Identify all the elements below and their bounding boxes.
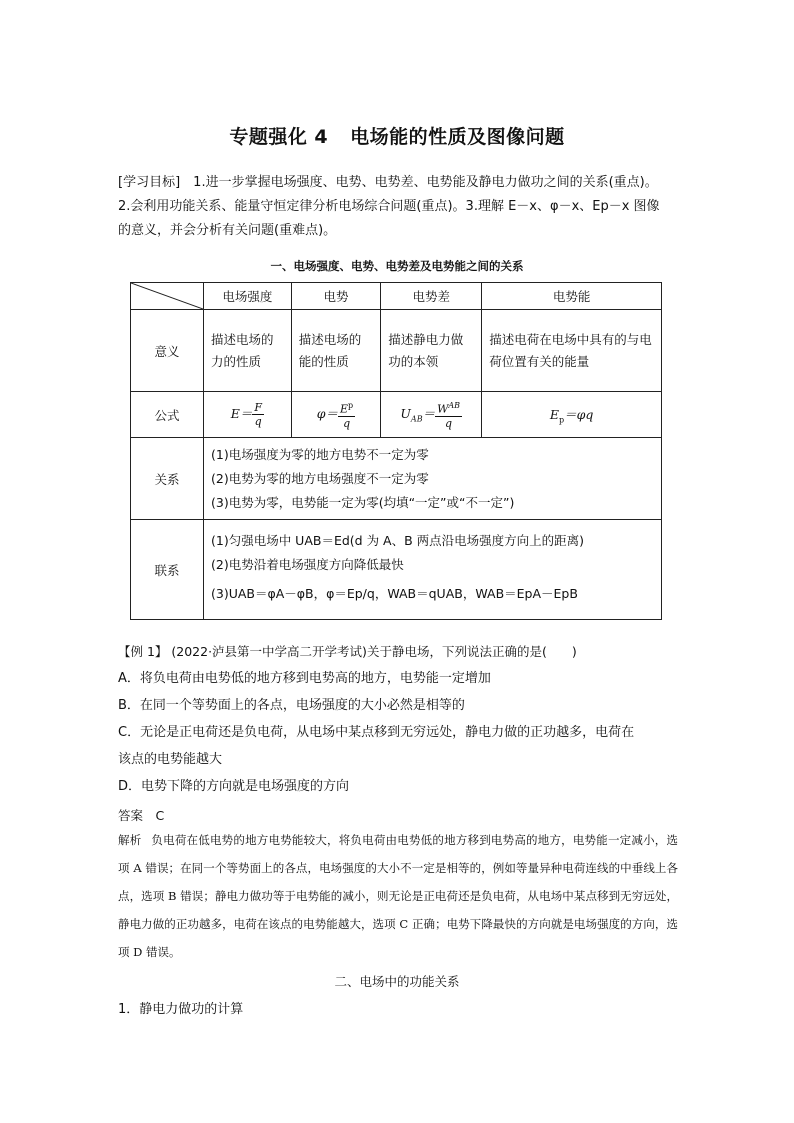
example-1	[118, 638, 678, 800]
relation-line-3: (3)电势为零，电势能一定为零(均填“一定”或“不一定”)	[211, 494, 515, 510]
section-heading-1: 一、电场强度、电势、电势差及电势能之间的关系	[270, 259, 524, 273]
section-heading-2: 二、电场中的功能关系	[334, 974, 460, 989]
relation-content	[204, 438, 662, 520]
header-potential-difference: 电势差	[381, 283, 482, 310]
title-topic-number: 专题强化 4	[229, 126, 329, 148]
option-d: D．电势下降的方向就是电场强度的方向	[118, 779, 350, 794]
formula-potential-difference: $U_{AB}=$ $\frac{W^{AB}}{q}$	[381, 392, 482, 438]
meaning-potential-difference: 描述静电力做功的本领	[381, 310, 482, 392]
example-question: 【例 1】 (2022·泸县第一中学高二开学考试)关于静电场，下列说法正确的是( )	[118, 644, 577, 659]
header-field-strength: 电场强度	[204, 283, 292, 310]
table-header-row	[131, 283, 662, 310]
relation-line-2: (2)电势为零的地方电场强度不一定为零	[211, 470, 429, 486]
connection-content	[204, 520, 662, 620]
meaning-label: 意义	[131, 310, 204, 392]
meaning-potential-energy: 描述电荷在电场中具有的与电荷位置有关的能量	[482, 310, 662, 392]
connection-label: 联系	[131, 520, 204, 620]
objectives-label: [学习目标]	[118, 175, 181, 190]
relation-line-1: (1)电场强度为零的地方电势不一定为零	[211, 446, 429, 462]
formula-row	[131, 392, 662, 438]
meaning-row	[131, 310, 662, 392]
objectives-line-2: 2.会利用功能关系、能量守恒定律分析电场综合问题(重点)。3.理解 E－x、φ－x、Ep－x 图像	[118, 199, 660, 214]
connection-line-1: (1)匀强电场中 UAB＝Ed(d 为 A、B 两点沿电场强度方向上的距离)	[211, 532, 585, 548]
page-title	[0, 122, 794, 149]
option-a: A．将负电荷由电势低的地方移到电势高的地方，电势能一定增加	[118, 671, 491, 686]
header-potential: 电势	[291, 283, 381, 310]
header-potential-energy: 电势能	[482, 283, 662, 310]
formula-potential: φ＝ $\frac{E^p}{q}$	[291, 392, 381, 438]
meaning-potential: 描述电场的能的性质	[291, 310, 381, 392]
connection-row	[131, 520, 662, 620]
title-topic-name: 电场能的性质及图像问题	[350, 126, 565, 148]
objectives-line-1: 1.进一步掌握电场强度、电势、电势差、电势能及静电力做功之间的关系(重点)。	[193, 175, 658, 190]
meaning-field-strength: 描述电场的力的性质	[204, 310, 292, 392]
formula-potential-energy: $E_p=\varphi q$	[482, 392, 662, 438]
relation-label: 关系	[131, 438, 204, 520]
option-c-line-1: C．无论是正电荷还是负电荷，从电场中某点移到无穷远处，静电力做的正功越多，电荷在	[118, 725, 635, 740]
relation-row	[131, 438, 662, 520]
diagonal-header-cell	[131, 283, 204, 310]
option-c-line-2: 该点的电势能越大	[118, 752, 223, 767]
option-b: B．在同一个等势面上的各点，电场强度的大小必然是相等的	[118, 698, 465, 713]
connection-line-3: (3)UAB＝φA－φB，φ＝Ep/q，WAB＝qUAB，WAB＝EpA－EpB	[211, 585, 578, 601]
analysis	[118, 826, 678, 966]
analysis-text: 负电荷在低电势的地方电势能较大，将负电荷由电势低的地方移到电势高的地方，电势能一定减小，选项 A 错误；在同一个等势面上的各点，电场强度的大小不一定是相等的，例如等量异种电荷连线的中垂线上各点，选项 B 错误；静电力做功等于电势能的减小，则无论是正电荷还是负电荷，从电场中某点移到无穷远处，静电力做的正功越多，电荷在该点的电势能越大，选项 C 正确；电势下降最快的方向就是电场强度的方向，选项 D 错误。	[118, 833, 679, 959]
learning-objectives	[118, 171, 678, 243]
answer: 答案 C	[118, 808, 165, 823]
formula-label: 公式	[131, 392, 204, 438]
connection-line-2: (2)电势沿着电场强度方向降低最快	[211, 556, 404, 572]
objectives-line-3: 的意义，并会分析有关问题(重难点)。	[118, 223, 337, 238]
formula-field-strength: E＝ $\frac{F}{q}$	[204, 392, 292, 438]
analysis-label: 解析	[118, 833, 142, 847]
relation-table	[130, 282, 662, 620]
subheading-1: 1．静电力做功的计算	[118, 1002, 244, 1017]
